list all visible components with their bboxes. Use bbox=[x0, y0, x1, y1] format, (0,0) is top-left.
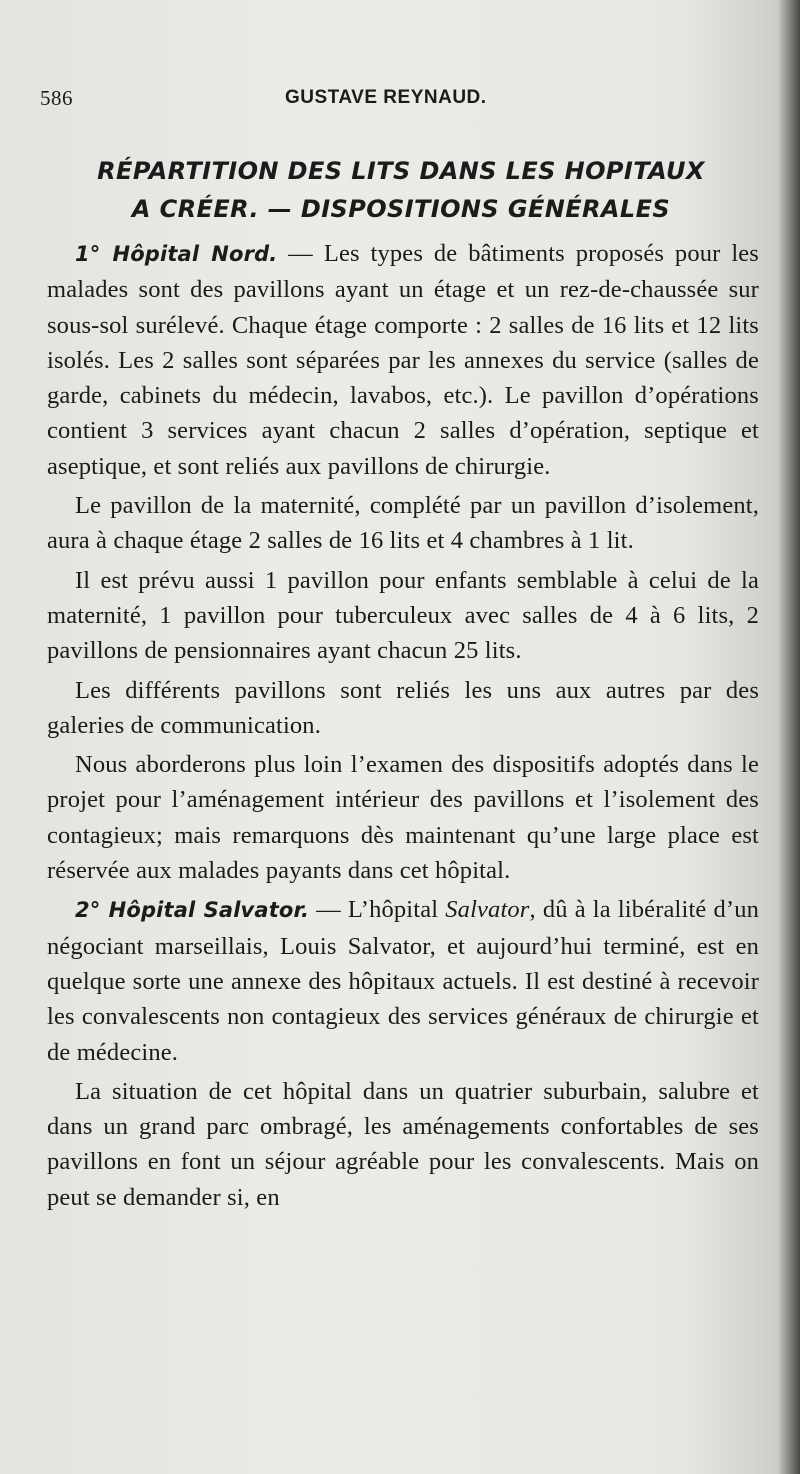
paragraph-text-salvator-before: — L’hôpital bbox=[309, 896, 446, 924]
paragraph-galeries: Les différents pavillons sont reliés les uns aux autres par des galeries de communication. bbox=[47, 676, 759, 739]
paragraph-text-salvator-italic: Salvator bbox=[445, 896, 530, 924]
paragraph-hopital-salvator bbox=[47, 892, 759, 1069]
page-number: 586 bbox=[40, 86, 73, 110]
section-title bbox=[36, 152, 766, 228]
section-title-line-1: RÉPARTITION DES LITS DANS LES HOPITAUX bbox=[97, 157, 705, 185]
paragraph-lead-hopital-salvator: 2° Hôpital Salvator. bbox=[75, 898, 310, 923]
running-head bbox=[40, 86, 740, 116]
section-title-line-2: A CRÉER. — DISPOSITIONS GÉNÉRALES bbox=[131, 195, 671, 223]
running-head-author: GUSTAVE REYNAUD. bbox=[285, 87, 487, 108]
paragraph-maternite: Le pavillon de la maternité, complété par un pavillon d’isolement, aura à chaque étage 2 salles de 16 lits et 4 chambres à 1 lit. bbox=[47, 492, 759, 555]
page-spine-shadow bbox=[778, 0, 800, 1474]
paragraph-hopital-nord bbox=[47, 236, 759, 484]
paragraph-text-hopital-nord: — Les types de bâtiments proposés pour les malades sont des pavillons ayant un étage et un rez-de-chaussée sur sous-sol surélevé. Chaque étage comporte : 2 salles de 16 lits et 12 lits isolés. Les 2 salles sont séparées par les annexes du service (salles de garde, cabinets du médecin, lavabos, etc.). Le pavillon d’opérations contient 3 services ayant chacun 2 salles d’opération, septique et aseptique, et sont reliés aux pavillons de chirurgie. bbox=[47, 240, 759, 480]
paragraph-lead-hopital-nord: 1° Hôpital Nord. bbox=[75, 242, 278, 266]
paragraph-situation: La situation de cet hôpital dans un quatrier suburbain, salubre et dans un grand parc ombragé, les aménagements confortables de ses pavillons en font un séjour agréable pour les convalescents. Mais on peut se demander si, en bbox=[47, 1077, 759, 1211]
paragraph-pavillons-enfants: Il est prévu aussi 1 pavillon pour enfants semblable à celui de la maternité, 1 pavillon pour tuberculeux avec salles de 4 à 6 lits, 2 pavillons de pensionnaires ayant chacun 25 lits. bbox=[47, 566, 759, 665]
paragraph-text-salvator-after: , dû à la libéralité d’un négociant marseillais, Louis Salvator, et aujourd’hui terminé, est en quelque sorte une annexe des hôpitaux actuels. Il est destiné à recevoir les convalescents non contagieux des services généraux de chirurgie et de médecine. bbox=[47, 896, 759, 1066]
body-text bbox=[47, 236, 759, 1219]
paragraph-examen-dispositifs: Nous aborderons plus loin l’examen des dispositifs adoptés dans le projet pour l’aménagement intérieur des pavillons et l’isolement des contagieux; mais remarquons dès maintenant qu’une large place est réservée aux malades payants dans cet hôpital. bbox=[47, 751, 759, 885]
